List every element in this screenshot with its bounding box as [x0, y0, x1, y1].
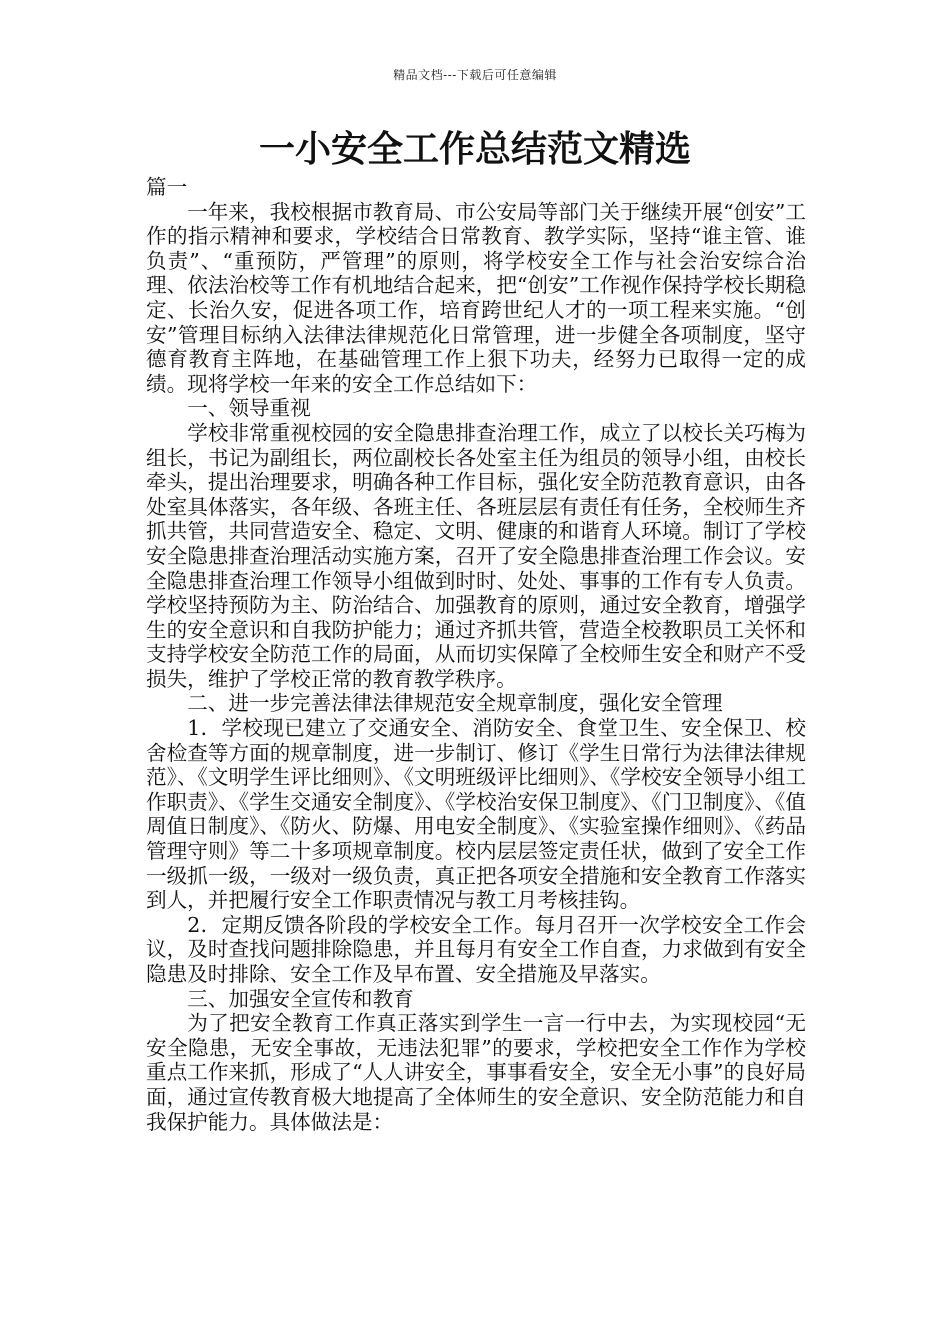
paragraph: 一年来，我校根据市教育局、市公安局等部门关于继续开展“创安”工作的指示精神和要求，学校结合日常教育、教学实际，坚持“谁主管、谁负责”、“重预防，严管理”的原则，将学校安全工作与社会治安综合治理、依法治校等工作有机地结合起来，把“创安”工作视作保持学校长期稳定、长治久安，促进各项工作，培育跨世纪人才的一项工程来实施。“创安”管理目标纳入法律法律规范化日常管理，进一步健全各项制度，坚守德育教育主阵地，在基础管理工作上狠下功夫，经努力已取得一定的成绩。现将学校一年来的安全工作总结如下：	[146, 199, 806, 396]
header-note: 精品文档---下载后可任意编辑	[393, 68, 557, 82]
paragraph: 1．学校现已建立了交通安全、消防安全、食堂卫生、安全保卫、校舍检查等方面的规章制度，进一步制订、修订《学生日常行为法律法律规范》、《文明学生评比细则》、《文明班级评比细则》、《学校安全领导小组工作职责》、《学生交通安全制度》、《学校治安保卫制度》、《门卫制度》、《值周值日制度》、《防火、防爆、用电安全制度》、《实验室操作细则》、《药品管理守则》等二十多项规章制度。校内层层签定责任状，做到了安全工作一级抓一级，一级对一级负责，真正把各项安全措施和安全教育工作落实到人，并把履行安全工作职责情况与教工月考核挂钩。	[146, 716, 806, 913]
document-title: 一小安全工作总结范文精选	[258, 129, 691, 170]
paragraph: 学校非常重视校园的安全隐患排查治理工作，成立了以校长关巧梅为组长，书记为副组长，两位副校长各处室主任为组员的领导小组，由校长牵头，提出治理要求，明确各种工作目标，强化安全防范教育意识，由各处室具体落实，各年级、各班主任、各班层层有责任有任务，全校师生齐抓共管，共同营造安全、稳定、文明、健康的和谐育人环境。制订了学校安全隐患排查治理活动实施方案，召开了安全隐患排查治理工作会议。安全隐患排查治理工作领导小组做到时时、处处、事事的工作有专人负责。学校坚持预防为主、防治结合、加强教育的原则，通过安全教育，增强学生的安全意识和自我防护能力；通过齐抓共管，营造全校教职员工关怀和支持学校安全防范工作的局面，从而切实保障了全校师生安全和财产不受损失，维护了学校正常的教育教学秩序。	[146, 420, 806, 691]
paragraph: 为了把安全教育工作真正落实到学生一言一行中去，为实现校园“无安全隐患，无安全事故，无违法犯罪”的要求，学校把安全工作作为学校重点工作来抓，形成了“人人讲安全，事事看安全，安全无小事”的良好局面，通过宣传教育极大地提高了全体师生的安全意识、安全防范能力和自我保护能力。具体做法是：	[146, 1011, 806, 1134]
paragraph: 三、加强安全宣传和教育	[187, 986, 414, 1011]
document-body	[146, 175, 806, 1134]
paragraph: 一、领导重视	[187, 396, 311, 421]
paragraph: 二、进一步完善法律法律规范安全规章制度，强化安全管理	[187, 691, 723, 716]
paragraph: 2．定期反馈各阶段的学校安全工作。每月召开一次学校安全工作会议，及时查找问题排除隐患，并且每月有安全工作自查，力求做到有安全隐患及时排除、安全工作及早布置、安全措施及早落实。	[146, 912, 806, 986]
paragraph: 篇一	[146, 175, 188, 199]
